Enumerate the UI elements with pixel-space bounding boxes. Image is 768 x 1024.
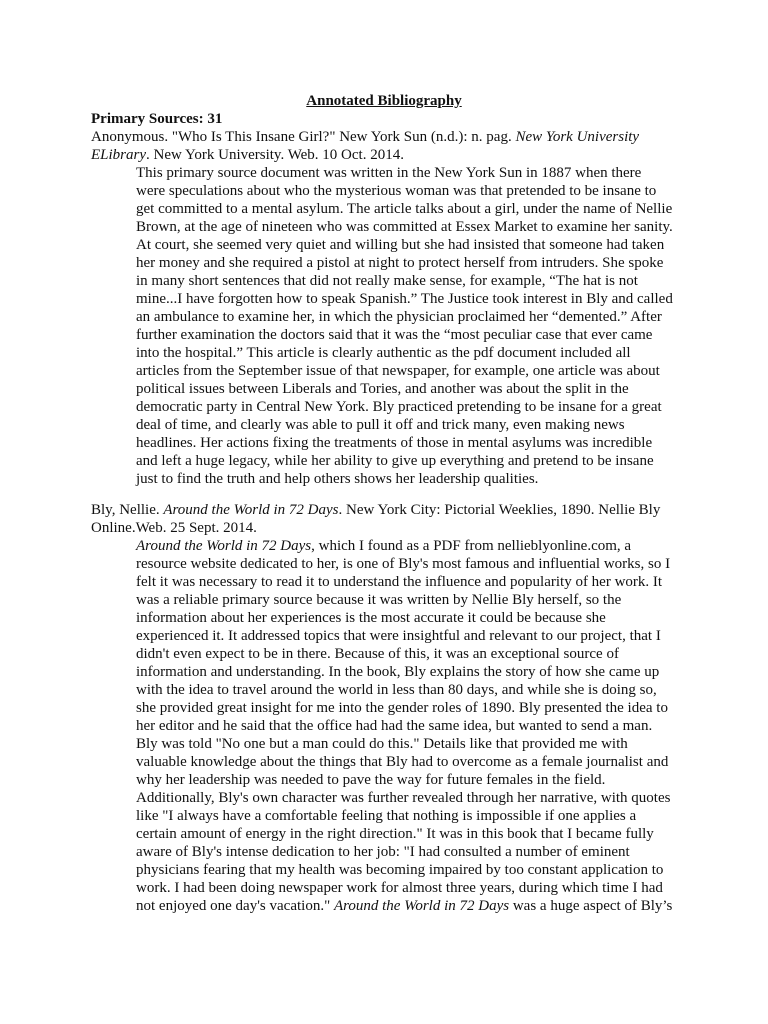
annotation-line xyxy=(136,753,691,771)
text-run: deal of time, and clearly was able to pull it off and trick many, even making news xyxy=(136,417,625,433)
text-run: headlines. Her actions fixing the treatments of those in mental asylums was incredible xyxy=(136,435,653,451)
text-run: . New York University. Web. 10 Oct. 2014. xyxy=(146,147,404,163)
text-run: experienced it. It addressed topics that were insightful and relevant to our project, that I xyxy=(136,628,661,644)
entry-annotation xyxy=(91,537,691,915)
annotation-line xyxy=(136,717,691,735)
citation-line xyxy=(91,501,691,519)
text-run: why her leadership was needed to pave the way for future females in the field. xyxy=(136,772,606,788)
text-run: resource website dedicated to her, is one of Bly's most famous and influential works, so I xyxy=(136,556,671,572)
annotation-line xyxy=(136,591,691,609)
text-run: work. I had been doing newspaper work for almost three years, during which time I had xyxy=(136,880,663,896)
annotation-line xyxy=(136,555,691,573)
text-run: an ambulance to examine her, in which the physician proclaimed her “demented.” After xyxy=(136,309,662,325)
text-run: This primary source document was written in the New York Sun in 1887 when there xyxy=(136,165,642,181)
annotation-line xyxy=(136,254,691,272)
annotation-line xyxy=(136,344,691,362)
citation-line xyxy=(91,128,691,146)
text-run: Bly was told "No one but a man could do this." Details like that provided me with xyxy=(136,736,628,752)
annotation-line xyxy=(136,200,691,218)
text-run: , which I found as a PDF from nellieblyonline.com, a xyxy=(311,538,632,554)
text-run: her editor and he said that the office had had the same idea, but wanted to send a man. xyxy=(136,718,653,734)
text-run: she provided great insight for me into the gender roles of 1890. Bly presented the idea to xyxy=(136,700,668,716)
bibliography-entry xyxy=(91,501,691,915)
text-run: articles from the September issue of that newspaper, for example, one article was about xyxy=(136,363,660,379)
annotation-line xyxy=(136,218,691,236)
text-run: Online.Web. 25 Sept. 2014. xyxy=(91,520,257,536)
citation-line xyxy=(91,519,691,537)
text-run: physicians fearing that my health was becoming impaired by too constant application to xyxy=(136,862,664,878)
text-run: were speculations about who the mysterious woman was that pretended to be insane to xyxy=(136,183,657,199)
italic-title-text: Around the World in 72 Days xyxy=(163,502,339,518)
text-run: Bly, Nellie. xyxy=(91,502,164,518)
text-run: . New York City: Pictorial Weeklies, 1890. Nellie Bly xyxy=(338,502,661,518)
annotation-line xyxy=(136,326,691,344)
text-run: was a reliable primary source because it was written by Nellie Bly herself, so the xyxy=(136,592,622,608)
italic-title-text: Around the World in 72 Days xyxy=(333,898,510,914)
text-run: aware of Bly's intense dedication to her job: "I had consulted a number of eminent xyxy=(136,844,630,860)
text-run: Anonymous. "Who Is This Insane Girl?" New York Sun (n.d.): n. pag. xyxy=(91,129,516,145)
text-run: felt it was necessary to read it to understand the influence and popularity of her work. It xyxy=(136,574,663,590)
text-run: valuable knowledge about the things that Bly had to overcome as a female journalist and xyxy=(136,754,669,770)
text-run: democratic party in Central New York. Bly practiced pretending to be insane for a great xyxy=(136,399,662,415)
annotation-line xyxy=(136,879,691,897)
text-run: information and understanding. In the book, Bly explains the story of how she came up xyxy=(136,664,660,680)
text-run: certain amount of energy in the right direction." It was in this book that I became fully xyxy=(136,826,654,842)
section-heading: Primary Sources: 31 xyxy=(91,111,223,127)
annotation-line xyxy=(136,380,691,398)
annotation-line xyxy=(136,236,691,254)
annotation-line xyxy=(136,825,691,843)
text-run: like "I always have a comfortable feeling that nothing is impossible if one applies a xyxy=(136,808,637,824)
italic-title-text: ELibrary xyxy=(91,147,147,163)
annotation-line xyxy=(136,537,691,555)
text-run: get committed to a mental asylum. The article talks about a girl, under the name of Nellie xyxy=(136,201,673,217)
text-run: Brown, at the age of nineteen who was committed at Essex Market to examine her sanity. xyxy=(136,219,673,235)
entry-citation xyxy=(91,128,691,164)
annotation-line xyxy=(136,789,691,807)
annotation-line xyxy=(136,861,691,879)
annotation-line xyxy=(136,663,691,681)
text-run: her money and she required a pistol at night to protect herself from intruders. She spoke xyxy=(136,255,664,271)
text-run: with the idea to travel around the world in less than 80 days, and while she is doing so, xyxy=(136,682,657,698)
annotation-line xyxy=(136,182,691,200)
text-run: mine...I have forgotten how to speak Spanish.” The Justice took interest in Bly and called xyxy=(136,291,673,307)
text-run: and left a huge legacy, while her ability to give up everything and pretend to be insane xyxy=(136,453,654,469)
bibliography-entry xyxy=(91,128,691,488)
italic-title-text: Around the World in 72 Days xyxy=(136,538,312,554)
text-run: political issues between Liberals and Tories, and another was about the split in the xyxy=(136,381,629,397)
annotation-line xyxy=(136,573,691,591)
document-title: Annotated Bibliography xyxy=(306,93,462,109)
annotation-line xyxy=(136,681,691,699)
text-run: in many short sentences that did not really make sense, for example, “The hat is not xyxy=(136,273,638,289)
text-run: didn't even expect to be in there. Because of this, it was an exceptional source of xyxy=(136,646,619,662)
text-run: Additionally, Bly's own character was further revealed through her narrative, with quotes xyxy=(136,790,671,806)
annotation-line xyxy=(136,645,691,663)
text-run: not enjoyed one day's vacation." xyxy=(136,898,334,914)
annotation-line xyxy=(136,290,691,308)
annotation-line xyxy=(136,470,691,488)
annotation-line xyxy=(136,609,691,627)
annotation-line xyxy=(136,843,691,861)
annotation-line xyxy=(136,627,691,645)
annotation-line xyxy=(136,398,691,416)
annotation-line xyxy=(136,272,691,290)
text-run: information about her experiences is the most accurate it could be because she xyxy=(136,610,606,626)
entry-annotation xyxy=(91,164,691,488)
text-run: further examination the doctors said that it was the “most peculiar case that ever came xyxy=(136,327,653,343)
text-run: At court, she seemed very quiet and willing but she had insisted that someone had taken xyxy=(136,237,665,253)
text-run: just to find the truth and help others shows her leadership qualities. xyxy=(136,471,539,487)
annotation-line xyxy=(136,164,691,182)
annotation-line xyxy=(136,771,691,789)
annotation-line xyxy=(136,452,691,470)
citation-line xyxy=(91,146,691,164)
entry-citation xyxy=(91,501,691,537)
annotation-line xyxy=(136,416,691,434)
annotation-line xyxy=(136,699,691,717)
annotation-line xyxy=(136,362,691,380)
italic-title-text: New York University xyxy=(515,129,640,145)
annotation-line xyxy=(136,308,691,326)
annotation-line xyxy=(136,897,691,915)
text-run: into the hospital.” This article is clearly authentic as the pdf document included all xyxy=(136,345,631,361)
annotation-line xyxy=(136,807,691,825)
annotation-line xyxy=(136,434,691,452)
text-run: was a huge aspect of Bly’s xyxy=(509,898,673,914)
annotation-line xyxy=(136,735,691,753)
